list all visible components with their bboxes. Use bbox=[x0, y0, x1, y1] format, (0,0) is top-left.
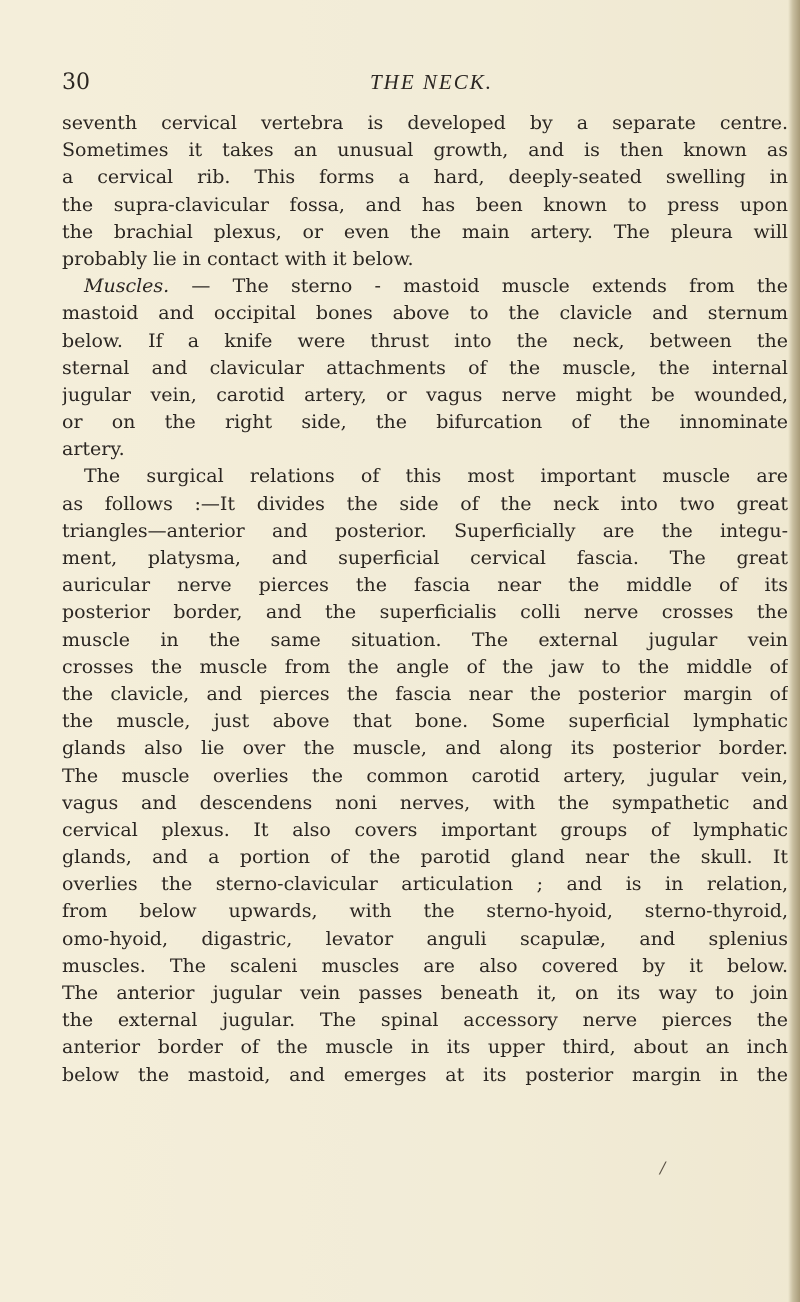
text-line: the external jugular. The spinal accessory nerve pierces the bbox=[62, 1009, 788, 1032]
text-line: probably lie in contact with it below. bbox=[62, 247, 414, 270]
text-line: omo-hyoid, digastric, levator anguli scapulæ, and splenius bbox=[62, 927, 788, 950]
text-line: below. If a knife were thrust into the neck, between the bbox=[62, 329, 788, 352]
text-line: as follows :—It divides the side of the neck into two great bbox=[62, 492, 788, 515]
text-line: crosses the muscle from the angle of the jaw to the middle of bbox=[62, 655, 788, 678]
text-line: auricular nerve pierces the fascia near the middle of its bbox=[62, 574, 788, 597]
text-line: triangles—anterior and posterior. Superficially are the integu- bbox=[62, 519, 788, 542]
page-edge-shadow bbox=[788, 0, 800, 1302]
text-line: posterior border, and the superficialis colli nerve crosses the bbox=[62, 601, 788, 624]
text-line: The surgical relations of this most important muscle are bbox=[84, 465, 788, 488]
text-line: the brachial plexus, or even the main artery. The pleura will bbox=[62, 220, 788, 243]
text-line: muscles. The scaleni muscles are also covered by it below. bbox=[62, 954, 788, 977]
text-line: artery. bbox=[62, 438, 125, 461]
text-line: the muscle, just above that bone. Some superficial lymphatic bbox=[62, 710, 788, 733]
text-line: jugular vein, carotid artery, or vagus nerve might be wounded, bbox=[62, 383, 788, 406]
running-title: THE NECK. bbox=[370, 70, 494, 94]
text-line: Sometimes it takes an unusual growth, and is then known as bbox=[62, 139, 788, 162]
text-line-with-heading bbox=[62, 273, 788, 300]
text-line: The anterior jugular vein passes beneath it, on its way to join bbox=[62, 982, 788, 1004]
text-line: the clavicle, and pierces the fascia near the posterior margin of bbox=[62, 682, 788, 705]
text-line: a cervical rib. This forms a hard, deeply-seated swelling in bbox=[62, 166, 788, 189]
text-line: ment, platysma, and superficial cervical fascia. The great bbox=[62, 547, 788, 569]
text-line: The muscle overlies the common carotid artery, jugular vein, bbox=[62, 764, 788, 787]
text-line: below the mastoid, and emerges at its posterior margin in the bbox=[62, 1063, 788, 1086]
text-line: the supra-clavicular fossa, and has been known to press upon bbox=[62, 193, 788, 216]
text-line: seventh cervical vertebra is developed by a separate centre. bbox=[62, 112, 788, 134]
text-line: anterior border of the muscle in its upper third, about an inch bbox=[62, 1036, 788, 1059]
text-line: mastoid and occipital bones above to the clavicle and sternum bbox=[62, 302, 788, 325]
text-line: muscle in the same situation. The external jugular vein bbox=[62, 628, 788, 651]
text-line: glands also lie over the muscle, and along its posterior border. bbox=[62, 737, 788, 760]
text-line: vagus and descendens noni nerves, with the sympathetic and bbox=[62, 791, 788, 814]
text-line: overlies the sterno-clavicular articulation ; and is in relation, bbox=[62, 873, 788, 896]
text-line: from below upwards, with the sterno-hyoid, sterno-thyroid, bbox=[62, 900, 788, 923]
text-fragment: — The sterno - mastoid muscle extends from the bbox=[191, 275, 788, 298]
running-head bbox=[62, 70, 762, 100]
text-line: or on the right side, the bifurcation of the innominate bbox=[62, 411, 788, 434]
paragraph-heading: Muscles. bbox=[84, 275, 170, 298]
body-text bbox=[62, 110, 788, 1089]
text-line: sternal and clavicular attachments of the muscle, the internal bbox=[62, 356, 788, 379]
text-line: cervical plexus. It also covers important groups of lymphatic bbox=[62, 818, 788, 841]
text-line: glands, and a portion of the parotid gland near the skull. It bbox=[62, 846, 788, 869]
page-number: 30 bbox=[62, 70, 90, 95]
stray-mark: / bbox=[660, 1158, 666, 1177]
